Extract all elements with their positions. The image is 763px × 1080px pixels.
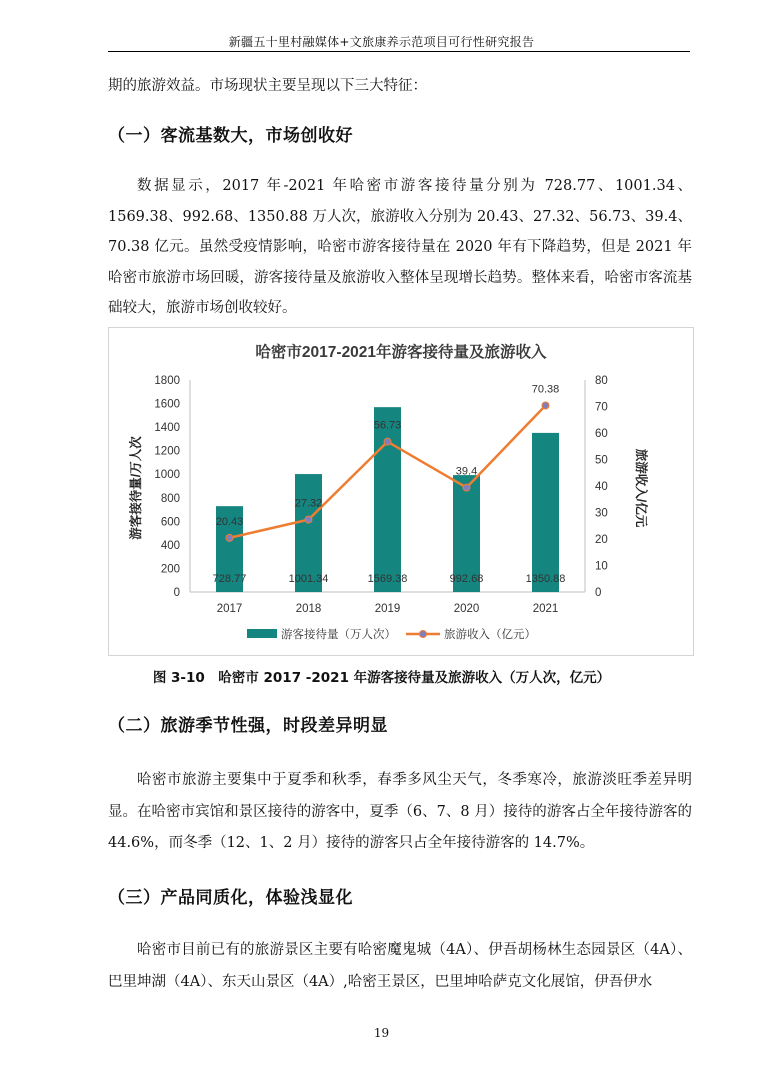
y-tick-label: 1000 xyxy=(154,469,180,482)
header-divider xyxy=(108,51,690,52)
line-point xyxy=(542,402,549,409)
y-tick-label: 1200 xyxy=(154,445,180,458)
y2-axis-label: 旅游收入/亿元 xyxy=(634,448,648,528)
bar-data-label: 1001.34 xyxy=(288,573,329,585)
line-point xyxy=(226,534,233,541)
chart-title: 哈密市2017-2021年游客接待量及旅游收入 xyxy=(255,344,547,361)
legend-bar-swatch xyxy=(247,629,277,638)
section-3-paragraph: 哈密市目前已有的旅游景区主要有哈密魔鬼城（4A）、伊吾胡杨林生态园景区（4A）、巴里坤湖（4A）、东天山景区（4A）,哈密王景区，巴里坤哈萨克文化展馆，伊吾伊水 xyxy=(108,942,692,990)
y-tick-label: 400 xyxy=(160,539,180,552)
x-tick-label: 2019 xyxy=(374,603,401,615)
intro-text: 期的旅游效益。市场现状主要呈现以下三大特征： xyxy=(108,78,427,94)
legend-bar-label: 游客接待量（万人次） xyxy=(281,629,396,641)
y2-tick-label: 0 xyxy=(595,587,602,599)
x-tick-label: 2020 xyxy=(453,603,480,615)
line-data-label: 27.32 xyxy=(294,497,323,510)
bar-data-label: 1569.38 xyxy=(367,573,408,585)
page-number: 19 xyxy=(373,1026,390,1040)
line-data-label: 20.43 xyxy=(215,515,244,528)
line-data-label: 56.73 xyxy=(373,419,402,432)
section-1-heading: （一）客流基数大，市场创收好 xyxy=(108,126,353,146)
line-data-label: 39.4 xyxy=(455,465,478,478)
y2-tick-label: 30 xyxy=(595,507,608,520)
y-tick-label: 1800 xyxy=(154,375,180,387)
x-tick-label: 2017 xyxy=(216,603,243,615)
y-tick-label: 200 xyxy=(160,563,180,576)
y-tick-label: 0 xyxy=(173,587,180,599)
y-tick-label: 1400 xyxy=(154,422,180,435)
chart-legend xyxy=(247,627,536,641)
y2-tick-label: 10 xyxy=(595,560,608,573)
y2-tick-label: 40 xyxy=(595,481,608,493)
line-point xyxy=(463,484,470,491)
x-tick-label: 2018 xyxy=(295,603,322,615)
section-2-paragraph: 哈密市旅游主要集中于夏季和秋季，春季多风尘天气，冬季寒冷，旅游淡旺季差异明显。在哈密市宾馆和景区接待的游客中，夏季（6、7、8 月）接待的游客占全年接待游客的 44.6%，而冬季（12、1、2 月）接待的游客只占全年接待游客的 14.7%。 xyxy=(108,772,692,851)
legend-line-marker xyxy=(420,631,427,638)
running-header: 新疆五十里村融媒体+文旅康养示范项目可行性研究报告 xyxy=(228,35,535,49)
y2-tick-label: 50 xyxy=(595,454,608,467)
y2-tick-label: 60 xyxy=(595,428,608,440)
y-tick-label: 800 xyxy=(160,492,180,505)
line-point xyxy=(305,516,312,523)
bar-data-label: 992.68 xyxy=(449,573,484,585)
line-point xyxy=(384,438,391,445)
figure-caption: 图 3-10 哈密市 2017 -2021 年游客接待量及旅游收入（万人次，亿元） xyxy=(152,670,611,686)
y-tick-label: 1600 xyxy=(154,398,180,411)
legend-line-label: 旅游收入（亿元） xyxy=(444,629,536,641)
bar xyxy=(532,433,559,592)
section-3-heading: （三）产品同质化，体验浅显化 xyxy=(108,888,353,908)
section-2-heading: （二）旅游季节性强，时段差异明显 xyxy=(108,716,388,736)
bar xyxy=(374,407,401,592)
y-tick-label: 600 xyxy=(160,516,180,529)
y2-tick-label: 70 xyxy=(595,401,608,414)
y2-tick-label: 80 xyxy=(595,375,608,387)
chart-container xyxy=(108,327,694,656)
bar-data-label: 728.77 xyxy=(212,573,247,585)
combo-chart xyxy=(109,328,693,655)
x-tick-label: 2021 xyxy=(532,603,559,615)
y-axis-label: 游客接待量/万人次 xyxy=(129,436,143,540)
bar-data-label: 1350.88 xyxy=(525,573,566,585)
line-data-label: 70.38 xyxy=(531,383,560,396)
y2-tick-label: 20 xyxy=(595,534,608,546)
section-1-paragraph: 数据显示，2017 年-2021 年哈密市游客接待量分别为 728.77、1001.34、1569.38、992.68、1350.88 万人次，旅游收入分别为 20.43、27.32、56.73、39.4、70.38 亿元。虽然受疫情影响，哈密市游客接待量在 2020 年有下降趋势，但是 2021 年哈密市旅游市场回暖，游客接待量及旅游收入整体呈现增长趋势。整体来看，哈密市客流基础较大，旅游市场创收较好。 xyxy=(108,178,692,316)
